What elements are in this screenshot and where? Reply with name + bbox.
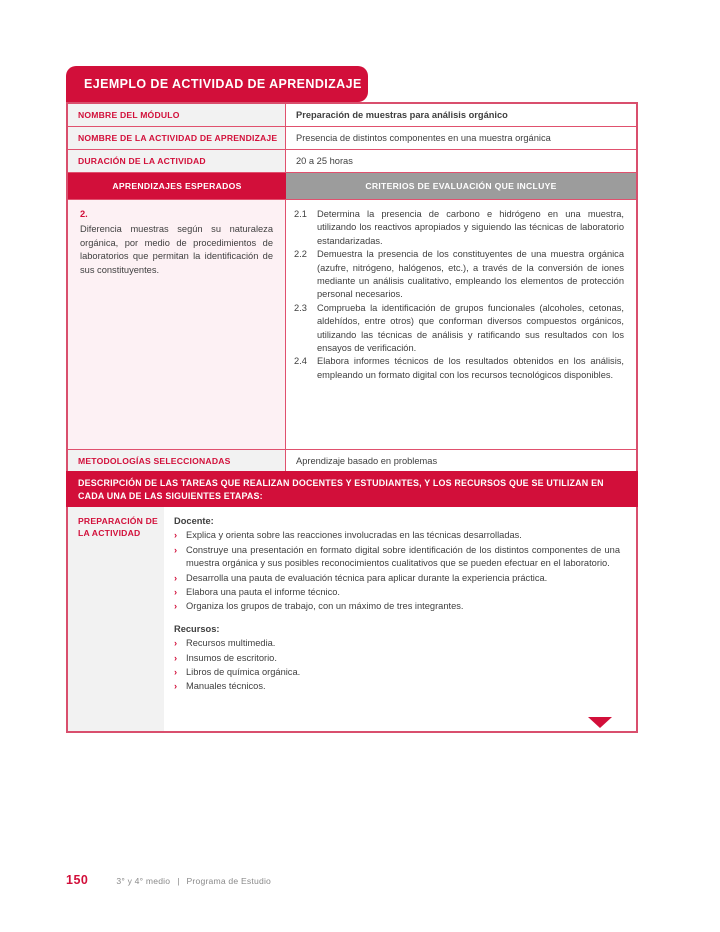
list-item [174, 666, 620, 679]
tasks-description-banner [66, 471, 638, 509]
bullet-icon: › [174, 601, 178, 612]
criterion-number: 2.3 [294, 302, 307, 313]
list-item [174, 544, 620, 571]
continuation-arrow-icon [588, 717, 612, 728]
bullet-icon: › [174, 587, 178, 598]
learning-text: Diferencia muestras según su naturaleza orgánica, por medio de procedimientos de laboratorios que permitan la identificación de sus constituyentes. [80, 224, 273, 275]
bullet-icon: › [174, 667, 178, 678]
table-row-module-name [68, 104, 636, 127]
criterion-item [294, 355, 624, 382]
teacher-task-text: Construye una presentación en formato digital sobre identificación de los distintos componentes de una muestra orgánica y sus posibles reconocimientos cualitativos que se pueden efectuar en el laboratorio. [186, 544, 620, 569]
preparation-stage-label: PREPARACIÓN DE LA ACTIVIDAD [68, 507, 164, 731]
list-item [174, 652, 620, 665]
resources-section-title: Recursos: [174, 623, 220, 634]
module-name-label: NOMBRE DEL MÓDULO [68, 104, 286, 126]
learning-number: 2. [80, 209, 88, 219]
preparation-section [66, 507, 638, 733]
activity-name-label: NOMBRE DE LA ACTIVIDAD DE APRENDIZAJE [68, 127, 286, 149]
criterion-text: Elabora informes técnicos de los resultados obtenidos en los análisis, empleando un formato digital con los recursos tecnológicos disponibles. [317, 356, 624, 380]
teacher-task-text: Elabora una pauta el informe técnico. [186, 587, 341, 598]
criterion-item [294, 248, 624, 302]
teacher-task-text: Explica y orienta sobre las reacciones involucradas en las técnicas desarrolladas. [186, 530, 522, 541]
page-number: 150 [66, 873, 89, 887]
resource-item-text: Recursos multimedia. [186, 638, 276, 649]
bullet-icon: › [174, 638, 178, 649]
criterion-text: Demuestra la presencia de los constituyentes de una muestra orgánica (azufre, nitrógeno, halógenos, etc.), a través de la conversión de iones mediante un análisis cualitativo, empleando los elementos de protección personal necesarios. [317, 249, 624, 300]
criterion-text: Comprueba la identificación de grupos funcionales (alcoholes, cetonas, aldehídos, entre otros) que conforman diversos compuestos orgánicos, utilizando las técnicas de análisis y ratificando sus resultados con los ensayos de verificación. [317, 302, 624, 354]
list-item [174, 529, 620, 542]
duration-label: DURACIÓN DE LA ACTIVIDAD [68, 150, 286, 172]
footer-divider: | [177, 876, 180, 886]
bullet-icon: › [174, 652, 178, 663]
list-item [174, 572, 620, 585]
table-row-duration [68, 150, 636, 173]
activity-example-tab [66, 66, 368, 102]
evaluation-criteria-header: CRITERIOS DE EVALUACIÓN QUE INCLUYE [286, 173, 636, 199]
resource-item-text: Insumos de escritorio. [186, 652, 277, 663]
activity-info-table [66, 102, 638, 474]
activity-name-value: Presencia de distintos componentes en una muestra orgánica [296, 133, 551, 143]
teacher-section-title: Docente: [174, 516, 214, 526]
methodologies-label: METODOLOGÍAS SELECCIONADAS [68, 450, 286, 472]
bullet-icon: › [174, 530, 178, 541]
list-item [174, 637, 620, 650]
learning-content-row [68, 200, 636, 450]
teacher-task-text: Organiza los grupos de trabajo, con un máximo de tres integrantes. [186, 601, 464, 612]
table-row-activity-name [68, 127, 636, 150]
bullet-icon: › [174, 544, 178, 555]
page-footer [66, 873, 271, 887]
criterion-item [294, 302, 624, 356]
module-name-value: Preparación de muestras para análisis orgánico [296, 110, 508, 120]
footer-program-text: Programa de Estudio [186, 876, 272, 886]
list-item [174, 586, 620, 599]
resource-item-text: Libros de química orgánica. [186, 667, 301, 678]
list-item [174, 680, 620, 693]
tasks-description-text: DESCRIPCIÓN DE LAS TAREAS QUE REALIZAN DOCENTES Y ESTUDIANTES, Y LOS RECURSOS QUE SE UTILIZAN EN CADA UNA DE LAS SIGUIENTES ETAPAS: [78, 478, 604, 501]
footer-grade-text: 3° y 4° medio [116, 876, 171, 886]
criterion-number: 2.4 [294, 356, 307, 367]
table-row-methodologies [68, 450, 636, 472]
criterion-number: 2.2 [294, 249, 307, 260]
table-header-row [68, 173, 636, 200]
list-item [174, 600, 620, 613]
preparation-content [164, 507, 636, 731]
bullet-icon: › [174, 572, 178, 583]
expected-learning-cell [68, 200, 286, 449]
resource-item-text: Manuales técnicos. [186, 681, 266, 692]
activity-example-title: EJEMPLO DE ACTIVIDAD DE APRENDIZAJE [84, 77, 362, 91]
methodologies-value: Aprendizaje basado en problemas [296, 456, 438, 466]
bullet-icon: › [174, 681, 178, 692]
evaluation-criteria-cell [286, 200, 636, 449]
criterion-text: Determina la presencia de carbono e hidrógeno en una muestra, utilizando los reactivos apropiados y siguiendo las técnicas de laboratorio estandarizadas. [317, 209, 624, 246]
criterion-number: 2.1 [294, 209, 307, 219]
criterion-item [294, 208, 624, 248]
duration-value: 20 a 25 horas [296, 156, 353, 166]
teacher-task-text: Desarrolla una pauta de evaluación técnica para aplicar durante la experiencia práctica. [186, 572, 548, 583]
expected-learnings-header: APRENDIZAJES ESPERADOS [68, 173, 286, 199]
